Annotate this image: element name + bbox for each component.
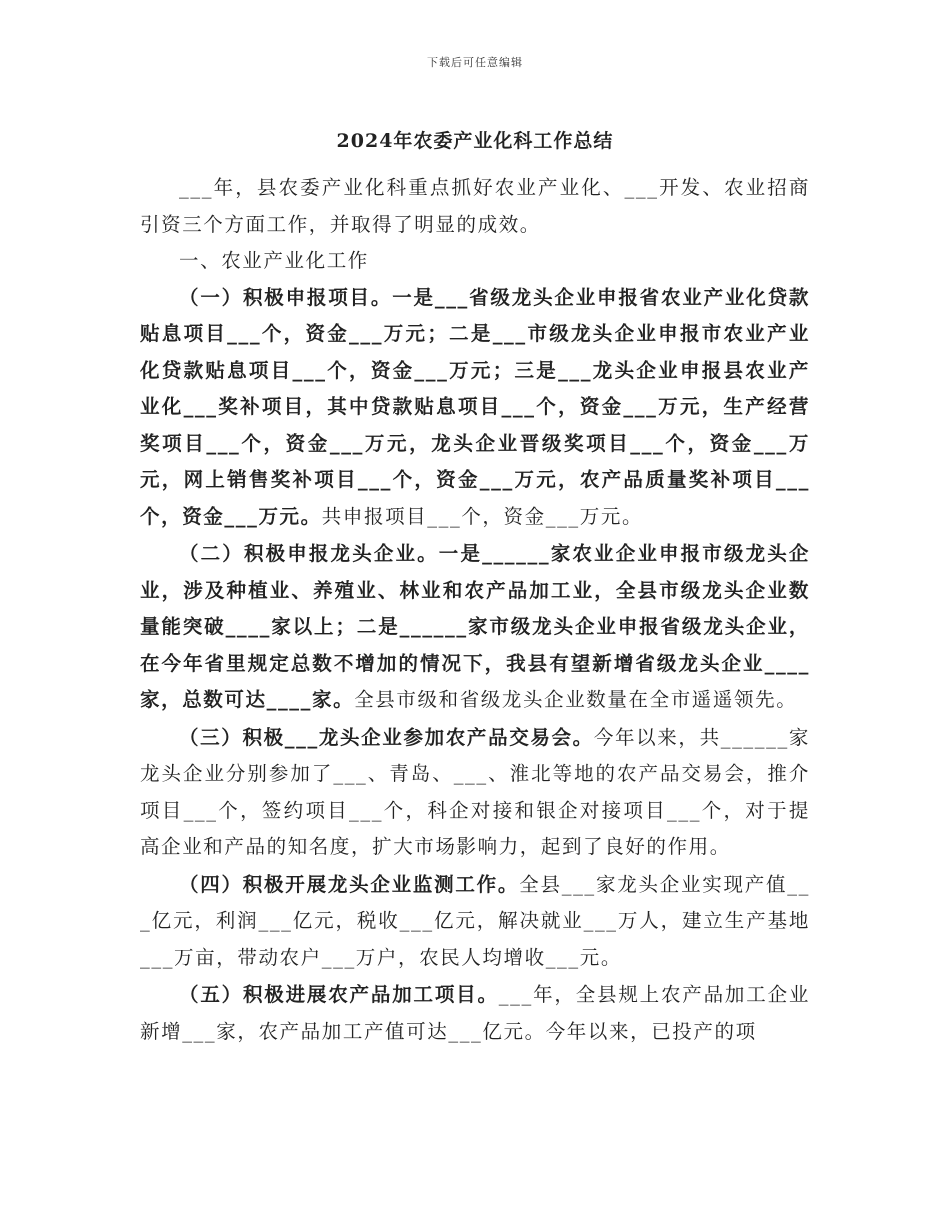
section-heading-1: 一、农业产业化工作 (179, 249, 369, 272)
paragraph-2-lead: （二）积极申报龙头企业。 (179, 542, 439, 565)
document-title: 2024年农委产业化科工作总结 (336, 130, 614, 152)
paragraph-3-text: 今年以来，共______家龙头企业分别参加了___、青岛、___、淮北等地的农产品交易会，推介项目___个，签约项目___个，科企对接和银企对接项目___个，对于提高企业和产品的知名度，扩大市场影响力，起到了良好的作用。 (140, 725, 810, 858)
header-note: 下载后可任意编辑 (427, 56, 523, 69)
paragraph-2-text: 全县市级和省级龙头企业数量在全市遥遥领先。 (354, 688, 798, 711)
paragraph-1-bold-text: 一是___省级龙头企业申报省农业产业化贷款贴息项目___个，资金___万元；二是___市级龙头企业申报市农业产业化贷款贴息项目___个，资金___万元；三是___龙头企业申报县农业产业化___奖补项目，其中贷款贴息项目___个，资金___万元，生产经营奖项目___个，资金___万元，龙头企业晋级奖项目___个，资金___万元，网上销售奖补项目___个，资金___万元，农产品质量奖补项目___个，资金___万元。 (140, 285, 810, 528)
paragraph-2-bold-text: 一是______家农业企业申报市级龙头企业，涉及种植业、养殖业、林业和农产品加工业，全县市级龙头企业数量能突破____家以上；二是______家市级龙头企业申报省级龙头企业，在今年省里规定总数不增加的情况下，我县有望新增省级龙头企业____家，总数可达____家。 (140, 542, 810, 711)
document-body (140, 170, 810, 1050)
paragraph-4-text: 全县___家龙头企业实现产值___亿元，利润___亿元，税收___亿元，解决就业___万人，建立生产基地___万亩，带动农户___万户，农民人均增收___元。 (140, 872, 810, 969)
paragraph-4-lead: （四）积极开展龙头企业监测工作。 (179, 872, 520, 896)
paragraph-1 (140, 280, 810, 536)
paragraph-3-lead: （三）积极___龙头企业参加农产品交易会。 (179, 725, 594, 749)
paragraph-4 (140, 867, 810, 977)
paragraph-5-text: ___年，全县规上农产品加工企业新增___家，农产品加工产值可达___亿元。今年以来，已投产的项 (140, 983, 810, 1043)
paragraph-5 (140, 977, 810, 1050)
intro-paragraph: ___年，县农委产业化科重点抓好农业产业化、___开发、农业招商引资三个方面工作，并取得了明显的成效。 (140, 176, 810, 236)
paragraph-2 (140, 536, 810, 719)
paragraph-3 (140, 720, 810, 866)
paragraph-5-lead: （五）积极进展农产品加工项目。 (179, 983, 499, 1006)
paragraph-1-text: 共申报项目___个，资金___万元。 (321, 504, 644, 528)
paragraph-1-lead: （一）积极申报项目。 (179, 285, 393, 309)
